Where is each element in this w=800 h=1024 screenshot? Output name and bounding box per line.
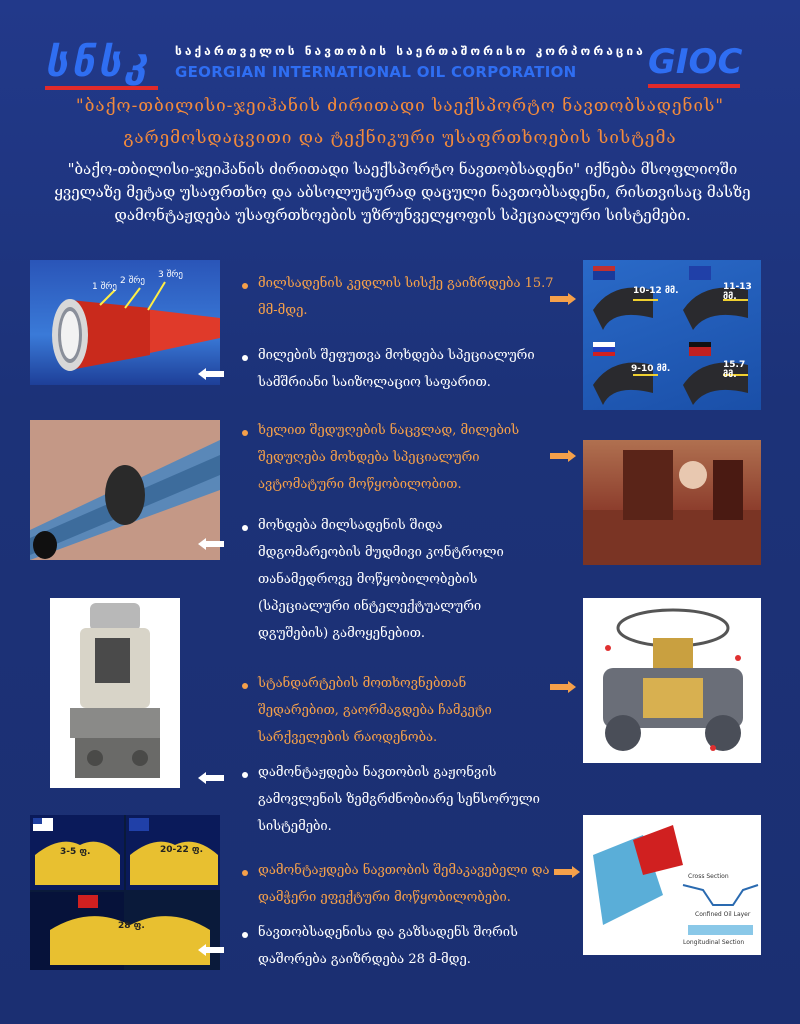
valve-cutaway-graphic bbox=[583, 598, 761, 763]
item-separation: ნავთობსადენისა და გაზსადენს შორის დაშორება გაიზრდება 28 მ-მდე. bbox=[258, 925, 518, 967]
separation-distance-graphic bbox=[30, 815, 220, 970]
org-name-english: GEORGIAN INTERNATIONAL OIL CORPORATION bbox=[175, 63, 577, 81]
logo-right-underline bbox=[648, 84, 740, 88]
welding-image bbox=[583, 440, 761, 565]
item-welding: ხელით შედუღების ნაცვლად, მილების შედუღება მოხდება სპეციალური ავტომატური მოწყობილობით. bbox=[258, 423, 520, 492]
arrow-right-icon bbox=[550, 681, 576, 693]
diagram-label-cross: Cross Section bbox=[688, 873, 729, 880]
wrapped-pipe-image bbox=[30, 420, 220, 560]
logo-right: GIOC bbox=[648, 42, 743, 82]
containment-diagram-graphic bbox=[583, 815, 761, 955]
item-monitoring: მოხდება მილსადენის შიდა მდგომარეობის მუდმივი კონტროლი თანამედროვე მოწყობილობების (სპეციალური ინტელექტუალური დგუშების) გამოყენებით. bbox=[258, 518, 504, 641]
logo-left: სნსკ bbox=[45, 40, 151, 86]
containment-diagram-image bbox=[583, 815, 761, 955]
wrapped-pipe-graphic bbox=[30, 420, 220, 560]
bullet-dot bbox=[242, 430, 248, 436]
title-line-2: გარემოსდაცვითი და ტექნიკური უსაფრთხოების სისტემა bbox=[123, 128, 677, 148]
bullet-dot bbox=[242, 932, 248, 938]
arrow-left-icon bbox=[198, 368, 224, 380]
bullet-dot bbox=[242, 525, 248, 531]
arrow-left-icon bbox=[198, 944, 224, 956]
bullet-dot bbox=[242, 870, 248, 876]
arrow-left-icon bbox=[198, 538, 224, 550]
bullet-dot bbox=[242, 772, 248, 778]
layer-label-1: 1 შრე bbox=[92, 282, 117, 292]
bullet-dot bbox=[242, 283, 248, 289]
wall-value-eu: 11-13 მმ. bbox=[723, 282, 752, 302]
item-coating: მილების შეფუთვა მოხდება სპეციალური სამშრიანი საიზოლაციო საფარით. bbox=[258, 348, 535, 390]
diagram-label-confined: Confined Oil Layer bbox=[695, 911, 751, 918]
item-valves: სტანდარტების მოთხოვნებთან შედარებით, გაორმაგდება ჩამკეტი სარქველების რაოდენობა. bbox=[258, 676, 492, 745]
sensor-device-image bbox=[50, 598, 180, 788]
valve-cutaway-image bbox=[583, 598, 761, 763]
bullet-dot bbox=[242, 355, 248, 361]
diagram-label-longitudinal: Longitudinal Section bbox=[683, 939, 745, 946]
layer-label-3: 3 შრე bbox=[158, 270, 183, 280]
arrow-left-icon bbox=[198, 772, 224, 784]
wall-thickness-image bbox=[583, 260, 761, 410]
title-line-1: "ბაქო-თბილისი-ჯეიჰანის ძირითადი საექსპორტო ნავთობსადენის" bbox=[75, 96, 725, 116]
separation-distance-image bbox=[30, 815, 220, 970]
item-containment: დამონტაჟდება ნავთობის შემაკავებელი და დამჭერი ეფექტური მოწყობილობები. bbox=[258, 863, 550, 905]
layer-label-2: 2 შრე bbox=[120, 276, 145, 286]
bullet-dot bbox=[242, 683, 248, 689]
org-name-georgian: საქართველოს ნავთობის საერთაშორისო კორპორაცია bbox=[175, 44, 646, 58]
logo-left-underline bbox=[45, 86, 158, 90]
item-leak-sensors: დამონტაჟდება ნავთობის გაჟონვის გამოვლენის ზემგრძნობიარე სენსორული სისტემები. bbox=[258, 765, 540, 834]
intro-paragraph: "ბაქო-თბილისი-ჯეიჰანის ძირითადი საექსპორტო ნავთობსადენი" იქნება მსოფლიოში ყველაზე მეტად უსაფრთხო და აბსოლუტურად დაცული ნავთობსადენი, რისთვისაც მასზე დამონტაჟდება უსაფრთხოების უზრუნველყოფის სპეციალური სისტემები. bbox=[54, 160, 751, 224]
wall-value-russia: 9-10 მმ. bbox=[631, 364, 671, 374]
wall-value-usa: 10-12 მმ. bbox=[633, 286, 679, 296]
item-wall-thickness: მილსადენის კედლის სისქე გაიზრდება 15.7 მმ-მდე. bbox=[258, 276, 554, 318]
wall-value-georgia: 15.7 მმ. bbox=[723, 360, 746, 380]
pipe-layers-image bbox=[30, 260, 220, 385]
distance-value-georgia: 28 ფ. bbox=[118, 921, 145, 931]
welding-graphic bbox=[583, 440, 761, 565]
distance-value-usa: 3-5 ფ. bbox=[60, 847, 91, 857]
sensor-device-graphic bbox=[50, 598, 180, 788]
distance-value-eu: 20-22 ფ. bbox=[160, 845, 204, 855]
